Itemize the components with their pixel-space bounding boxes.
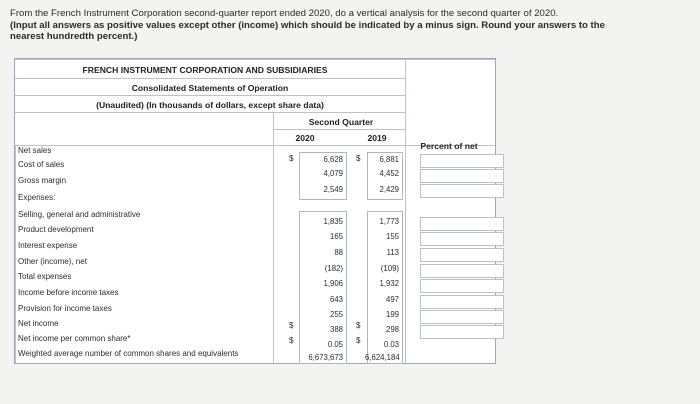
row-label-weighted-average-shares: Weighted average number of common shares and equivalents xyxy=(18,349,239,358)
dollar-sign-2020-net-income: $ xyxy=(289,321,294,330)
value-2019-total-expenses: 1,932 xyxy=(379,279,399,288)
percent-input-gross-margin[interactable] xyxy=(420,184,504,198)
row-label-gross-margin: Gross margin xyxy=(18,176,67,185)
value-2019-gross-margin: 2,429 xyxy=(379,185,399,194)
value-2020-product-development: 165 xyxy=(329,232,343,241)
value-2020-gross-margin: 2,549 xyxy=(323,185,343,194)
value-2019-other-income: (109) xyxy=(380,264,399,273)
row-label-other-income: Other (income), net xyxy=(18,257,87,266)
value-2020-selling-general-admin: 1,835 xyxy=(323,217,343,226)
value-2020-other-income: (182) xyxy=(324,264,343,273)
value-2019-net-income: 298 xyxy=(385,325,399,334)
income-statement-table xyxy=(14,58,496,364)
value-2019-cost-of-sales: 4,452 xyxy=(379,169,399,178)
prompt-line-3: nearest hundredth percent.) xyxy=(10,31,138,42)
statement-title: Consolidated Statements of Operation xyxy=(131,83,289,93)
prompt-line-2: (Input all answers as positive values except other (income) which should be indicated by a minus sign. Round your answers to the xyxy=(10,19,605,31)
value-2020-net-income: 388 xyxy=(329,325,343,334)
dollar-sign-2020-net-sales: $ xyxy=(289,154,294,163)
value-2019-selling-general-admin: 1,773 xyxy=(379,217,399,226)
dollar-sign-2019-per-share: $ xyxy=(356,336,361,345)
row-label-product-development: Product development xyxy=(18,225,94,234)
value-2020-net-sales: 6,628 xyxy=(323,155,343,164)
value-2019-product-development: 155 xyxy=(385,232,399,241)
row-label-selling-general-admin: Selling, general and administrative xyxy=(18,210,141,219)
value-2020-cost-of-sales: 4,079 xyxy=(323,169,343,178)
value-2020-total-expenses: 1,906 xyxy=(323,279,343,288)
question-prompt xyxy=(10,8,690,43)
row-label-provision-for-taxes: Provision for income taxes xyxy=(18,304,112,313)
percent-input-total-expenses[interactable] xyxy=(420,279,504,293)
percent-column-header: Percent of net xyxy=(420,141,478,151)
percent-input-selling-general-admin[interactable] xyxy=(420,217,504,231)
percent-input-interest-expense[interactable] xyxy=(420,248,504,262)
percent-input-provision-for-taxes[interactable] xyxy=(420,310,504,324)
value-2020-provision-for-taxes: 255 xyxy=(329,310,343,319)
value-2019-interest-expense: 113 xyxy=(386,248,399,257)
row-label-expenses: Expenses: xyxy=(18,193,56,202)
column-2019-header: 2019 xyxy=(367,133,387,143)
percent-input-product-development[interactable] xyxy=(420,232,504,246)
row-label-cost-of-sales: Cost of sales xyxy=(18,160,65,169)
row-label-total-expenses: Total expenses xyxy=(18,272,72,281)
dollar-sign-2020-per-share: $ xyxy=(289,336,294,345)
value-2020-net-income-per-share: 0.05 xyxy=(327,340,343,349)
row-label-net-sales: Net sales xyxy=(18,146,52,155)
value-2019-net-income-per-share: 0.03 xyxy=(383,340,399,349)
percent-input-cost-of-sales[interactable] xyxy=(420,169,504,183)
row-label-net-income: Net income xyxy=(18,319,59,328)
value-2019-weighted-average-shares: 6,624,184 xyxy=(365,353,400,362)
value-2020-interest-expense: 88 xyxy=(334,248,343,257)
percent-input-income-before-taxes[interactable] xyxy=(420,295,504,309)
value-2020-weighted-average-shares: 6,673,673 xyxy=(308,353,343,362)
value-2020-income-before-taxes: 643 xyxy=(329,295,343,304)
value-2019-net-sales: 6,881 xyxy=(379,155,399,164)
percent-input-other-income[interactable] xyxy=(420,264,504,278)
period-header: Second Quarter xyxy=(308,117,374,127)
value-2019-provision-for-taxes: 199 xyxy=(385,310,399,319)
row-label-income-before-taxes: Income before income taxes xyxy=(18,288,119,297)
percent-input-net-sales[interactable] xyxy=(420,154,504,168)
statement-subtitle: (Unaudited) (In thousands of dollars, except share data) xyxy=(96,100,324,110)
company-name: FRENCH INSTRUMENT CORPORATION AND SUBSIDIARIES xyxy=(82,65,328,75)
row-label-interest-expense: Interest expense xyxy=(18,241,78,250)
row-label-net-income-per-share: Net income per common share* xyxy=(18,334,131,343)
prompt-line-1: From the French Instrument Corporation second-quarter report ended 2020, do a vertical analysis for the second quarter of 2020. xyxy=(10,8,559,19)
column-2020-header: 2020 xyxy=(295,133,315,143)
dollar-sign-2019-net-income: $ xyxy=(356,321,361,330)
value-2019-income-before-taxes: 497 xyxy=(385,295,399,304)
dollar-sign-2019-net-sales: $ xyxy=(356,154,361,163)
percent-input-net-income[interactable] xyxy=(420,325,504,339)
